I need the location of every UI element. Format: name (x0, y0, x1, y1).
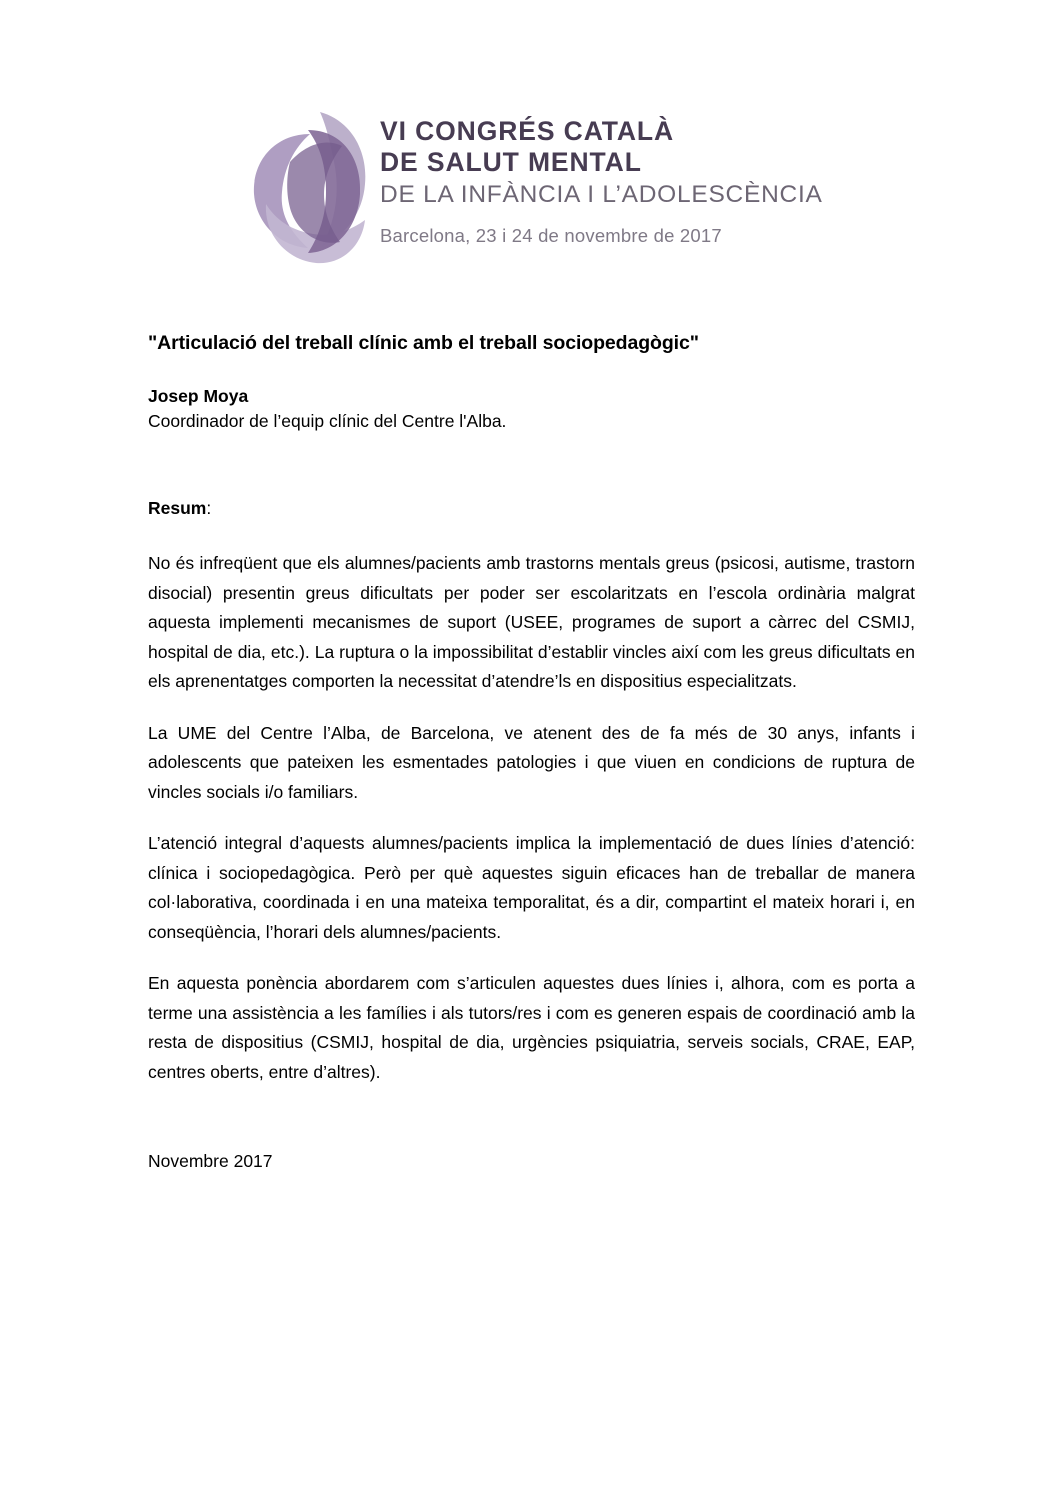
congress-logo-text (380, 116, 850, 252)
congress-subtitle: DE LA INFÀNCIA I L’ADOLESCÈNCIA (380, 181, 823, 208)
congress-title-line-1: VI CONGRÉS CATALÀ (380, 116, 675, 146)
congress-logo-icon (250, 108, 368, 268)
page-title: "Articulació del treball clínic amb el treball sociopedagògic" (148, 332, 699, 354)
document-body (148, 330, 915, 1174)
congress-title-line-2: DE SALUT MENTAL (380, 147, 642, 177)
abstract-section-label (148, 496, 915, 521)
abstract-paragraph-4: En aquesta ponència abordarem com s’articulen aquestes dues línies i, alhora, com es porta a terme una assistència a les famílies i als tutors/res i com es generen espais de coordinació amb la resta de dispositius (CSMIJ, hospital de dia, urgències psiquiatria, serveis socials, CRAE, EAP, centres oberts, entre d’altres). (148, 973, 915, 1082)
author-name: Josep Moya (148, 386, 249, 406)
abstract-label-bold: Resum (148, 498, 207, 518)
congress-date-location: Barcelona, 23 i 24 de novembre de 2017 (380, 225, 722, 246)
abstract-paragraph-1: No és infreqüent que els alumnes/pacients amb trastorns mentals greus (psicosi, autisme, trastorn disocial) presentin greus dificultats per poder ser escolaritzats en l’escola ordinària malgrat aquesta implementi mecanismes de suport (USEE, programes de suport a càrrec del CSMIJ, hospital de dia, etc.). La ruptura o la impossibilitat d’establir vincles així com les greus dificultats en els aprenentatges comporten la necessitat d’atendre’ls en dispositius especialitzats. (148, 553, 915, 691)
document-date: Novembre 2017 (148, 1151, 273, 1171)
congress-header (250, 108, 850, 268)
abstract-paragraph-2: La UME del Centre l’Alba, de Barcelona, ve atenent des de fa més de 30 anys, infants i adolescents que pateixen les esmentades patologies i que viuen en condicions de ruptura de vincles socials i/o familiars. (148, 722, 915, 802)
abstract-label-colon: : (206, 498, 212, 518)
abstract-paragraph-3: L’atenció integral d’aquests alumnes/pacients implica la implementació de dues línies d’atenció: clínica i sociopedagògica. Però per què aquestes siguin eficaces han de treballar de manera col·laborativa, coordinada i en una mateixa temporalitat, és a dir, compartint el mateix horari i, en conseqüència, l’horari dels alumnes/pacients. (148, 833, 915, 942)
author-affiliation: Coordinador de l’equip clínic del Centre l'Alba. (148, 411, 507, 431)
